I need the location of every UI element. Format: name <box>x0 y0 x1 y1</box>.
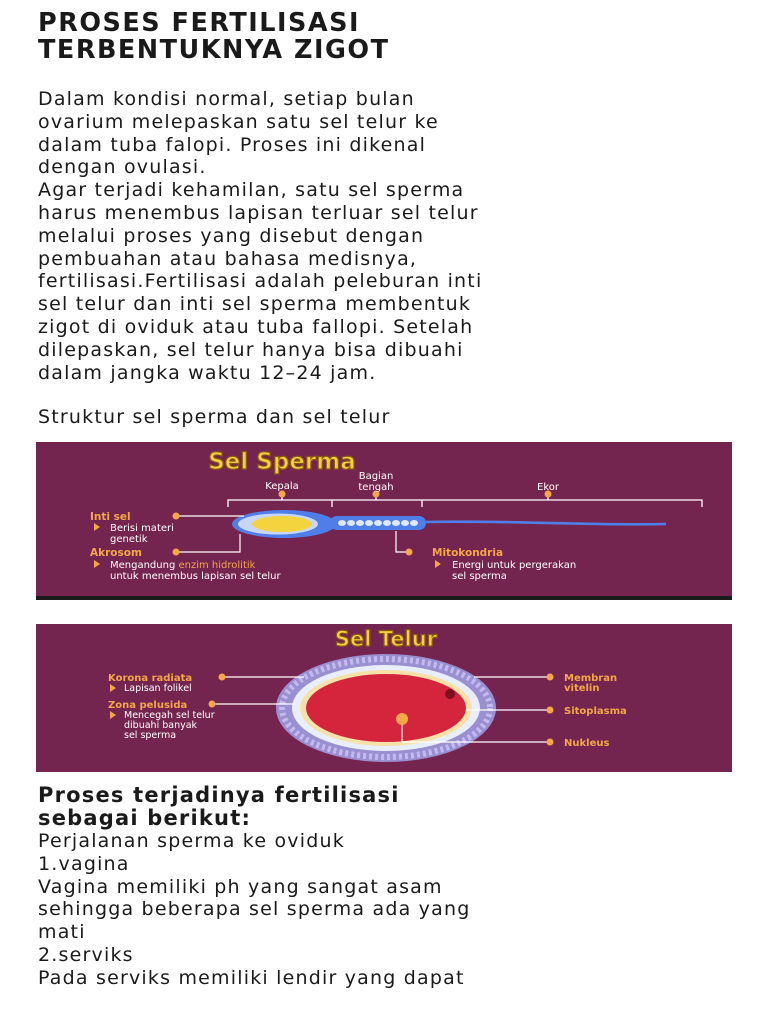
egg-diagram <box>36 624 732 772</box>
process-line: Perjalanan sperma ke oviduk <box>38 830 345 852</box>
process-line: 2.serviks <box>38 943 134 966</box>
intro-line: sel telur dan inti sel sperma membentuk <box>38 293 472 316</box>
intro-line: dilepaskan, sel telur hanya bisa dibuahi <box>38 338 464 361</box>
intro-line: Dalam kondisi normal, setiap bulan <box>38 88 415 110</box>
intro-line: melalui proses yang disebut dengan <box>38 224 425 247</box>
kepala-label: Kepala <box>265 481 299 492</box>
egg-title: Sel Telur <box>334 627 438 651</box>
intro-line: dalam jangka waktu 12–24 jam. <box>38 361 377 384</box>
ekor-label: Ekor <box>537 482 559 493</box>
intro-line: harus menembus lapisan terluar sel telur <box>38 201 479 224</box>
bagian-label: Bagian <box>358 471 394 482</box>
structure-caption: Struktur sel sperma dan sel telur <box>38 406 391 428</box>
mitochondria-spiral <box>338 520 418 526</box>
inti-desc-2: genetik <box>110 534 148 545</box>
sperm-title: Sel Sperma <box>208 449 356 475</box>
process-line: Vagina memiliki ph yang sangat asam <box>38 875 443 898</box>
process-text <box>38 830 738 990</box>
nukleus <box>396 713 408 725</box>
bullet-icon <box>435 560 441 568</box>
sperm-nucleus <box>252 516 312 532</box>
egg-diagram-svg <box>36 624 732 772</box>
process-heading-line-2: sebagai berikut: <box>38 806 252 830</box>
sperm-diagram <box>36 442 732 600</box>
process-line: mati <box>38 921 86 944</box>
mito-desc-2: sel sperma <box>452 571 507 582</box>
korona-label: Korona radiata <box>108 673 193 684</box>
intro-line: Agar terjadi kehamilan, satu sel sperma <box>38 179 465 202</box>
intro-line: dalam tuba falopi. Proses ini dikenal <box>38 133 427 156</box>
korona-desc: Lapisan folikel <box>124 683 192 694</box>
membran-label-1: Membran <box>564 673 618 684</box>
bullet-icon <box>110 684 116 692</box>
inti-sel-label: Inti sel <box>90 511 131 523</box>
bullet-icon <box>110 711 116 719</box>
zona-desc-3: sel sperma <box>124 730 177 741</box>
inti-desc-1: Berisi materi <box>110 523 174 534</box>
title-line-2: TERBENTUKNYA ZIGOT <box>38 35 390 65</box>
membran-label-2: vitelin <box>564 683 600 694</box>
process-line: 1.vagina <box>38 852 130 875</box>
zona-desc-2: dibuahi banyak <box>124 720 198 731</box>
page-title <box>38 10 738 64</box>
sperm-diagram-svg <box>36 442 732 600</box>
mitokondria-label: Mitokondria <box>432 547 504 559</box>
akrosom-label: Akrosom <box>90 547 142 559</box>
akrosom-desc-2: untuk menembus lapisan sel telur <box>110 571 281 582</box>
title-line-1: PROSES FERTILISASI <box>38 8 360 38</box>
intro-line: dengan ovulasi. <box>38 156 207 179</box>
intro-line: fertilisasi.Fertilisasi adalah peleburan inti <box>38 270 483 293</box>
intro-line: pembuahan atau bahasa medisnya, <box>38 247 418 270</box>
zona-desc-1: Mencegah sel telur <box>124 710 215 721</box>
nukleus-label: Nukleus <box>564 738 610 749</box>
sperm-tail <box>422 522 666 525</box>
bullet-icon <box>94 560 100 568</box>
process-heading <box>38 784 738 830</box>
sitoplasma <box>306 674 466 742</box>
process-line: sehingga beberapa sel sperma ada yang <box>38 898 471 921</box>
akrosom-desc-1: Mengandung enzim hidrolitik <box>110 560 256 571</box>
process-line: Pada serviks memiliki lendir yang dapat <box>38 966 465 989</box>
intro-line: ovarium melepaskan satu sel telur ke <box>38 110 439 133</box>
process-heading-line-1: Proses terjadinya fertilisasi <box>38 783 400 807</box>
mito-desc-1: Energi untuk pergerakan <box>452 560 577 571</box>
zona-label: Zona pelusida <box>108 700 188 711</box>
intro-line: zigot di oviduk atau tuba fallopi. Setelah <box>38 315 474 338</box>
sitoplasma-label: Sitoplasma <box>564 706 627 717</box>
bullet-icon <box>94 523 100 531</box>
tengah-label: tengah <box>358 482 394 493</box>
intro-paragraph <box>38 88 738 384</box>
